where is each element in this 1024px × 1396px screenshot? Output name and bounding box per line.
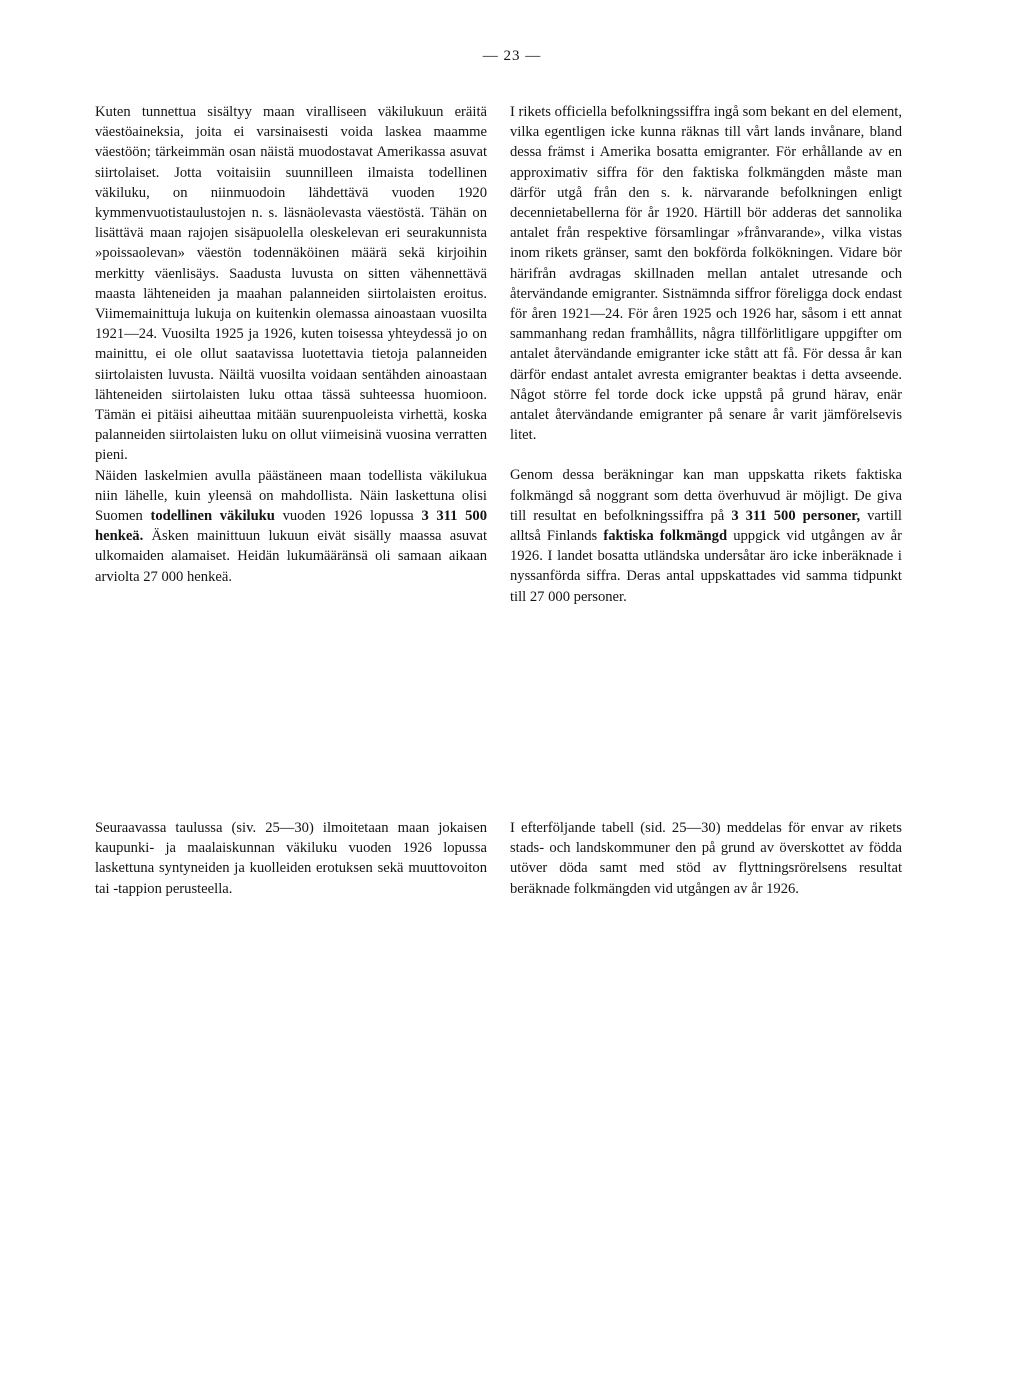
finnish-p2-bold-a: todellinen väkiluku [150, 508, 275, 525]
finnish-p2-bold-number: 3 311 500 henkeä. [95, 508, 487, 545]
swedish-p2-text-c: vartill alltså Finlands [510, 507, 902, 545]
finnish-paragraph-2 [95, 466, 487, 587]
swedish-paragraph-2 [510, 465, 902, 606]
finnish-paragraph-3: Seuraavassa taulussa (siv. 25—30) ilmoitetaan maan jokaisen kaupunki- ja maalaiskunnan väkiluku vuoden 1926 lopussa laskettuna syntyneiden ja kuolleiden erotuksen sekä muuttovoiton tai -tappion perusteella. [95, 820, 487, 897]
swedish-column-top [510, 102, 902, 607]
swedish-p2-text-e: uppgick vid utgången av år 1926. I landet bosatta utländska undersåtar äro icke inberäknade i nyssanförda siffra. Deras antal uppskattades vid samma tidpunkt till 27 000 personer. [510, 528, 903, 605]
finnish-p2-text-e: Äsken mainittuun lukuun eivät sisälly maassa asuvat ulkomaiden alamaiset. Heidän lukumääränsä oli samaan aikaan arviolta 27 000 henkeä. [95, 528, 487, 585]
swedish-p2-text-a: Genom dessa beräkningar kan man uppskatta rikets faktiska folkmängd så noggrant som detta överhuvud är möjligt. De giva till resultat en befolkningssiffra på [510, 467, 902, 524]
swedish-p2-bold-term: faktiska folkmängd [603, 528, 728, 545]
finnish-column-top [95, 102, 487, 587]
swedish-paragraph-1: I rikets officiella befolkningssiffra ingå som bekant en del element, vilka egentligen icke kunna räknas till vårt lands invånare, bland dessa främst i Amerika bosatta emigranter. För erhållande av en approximativ siffra för den faktiska folkmängden måste man därför utgå från den s. k. närvarande befolkningen enligt decennietabellerna för år 1920. Härtill bör adderas det sannolika antalet från respektive församlingar »frånvarande», vilka vistas inom rikets gränser, samt den bokförda folkökningen. Vidare bör härifrån avdragas skillnaden mellan antalet utresande och återvändande emigranter. Sistnämnda siffror föreligga dock endast för åren 1921—24. För åren 1925 och 1926 har, såsom i ett annat sammanhang redan framhållits, några tillförlitligare uppgifter om antalet återvändande emigranter icke stått att få. För dessa år kan därför endast antalet avresta emigranter beaktas i detta avseende. Något större fel torde dock icke uppstå på grund härav, enär antalet återvändande emigranter på senare år varit jämförelsevis litet. [510, 104, 902, 444]
swedish-column-bottom [510, 818, 902, 899]
finnish-p2-text-a: Näiden laskelmien avulla päästäneen maan todellista väkilukua niin lähelle, kuin yleensä on mahdollista. Näin laskettuna olisi Suomen [95, 467, 487, 525]
swedish-p2-bold-number: 3 311 500 personer, [731, 507, 861, 524]
finnish-p2-text-c: vuoden 1926 lopussa [274, 508, 422, 525]
finnish-paragraph-1: Kuten tunnettua sisältyy maan viralliseen väkilukuun eräitä väestöaineksia, joita ei varsinaisesti voida laskea maamme väestöön; tärkeimmän osan näistä muodostavat Amerikassa asuvat siirtolaiset. Jotta voitaisiin suunnilleen ilmaista todellinen väkiluku, on niinmuodoin lähdettävä vuoden 1920 kymmenvuotistaulustojen n. s. läsnäolevasta väestöstä. Tähän on lisättävä maan rajojen sisäpuolella oleskelevan eri seurakunnista »poissaolevan» väestön todennäköinen määrä sekä kirjoihin merkitty väenlisäys. Saadusta luvusta on sitten vähennettävä maasta lähteneiden ja maahan palanneiden siirtolaisten eroitus. Viimemainittuja lukuja on kuitenkin olemassa ainoastaan vuosilta 1921—24. Vuosilta 1925 ja 1926, kuten toisessa yhteydessä jo on mainittu, ei ole ollut saatavissa luotettavia tietoja palanneiden siirtolaisten luvusta. Näiltä vuosilta voidaan sentähden ainoastaan lähteneiden siirtolaisten luku ottaa tässä suhteessa huomioon. Tämän ei pitäisi aiheuttaa mitään suurenpuoleista virhettä, koska palanneiden siirtolaisten luku on ollut viimeisinä vuosina verratten pieni. [95, 104, 487, 464]
finnish-column-bottom [95, 818, 487, 899]
page-number: — 23 — [482, 48, 542, 64]
swedish-paragraph-3: I efterföljande tabell (sid. 25—30) meddelas för envar av rikets stads- och landskommuner den på grund av överskottet av födda utöver döda samt med stöd av flyttningsrörelsens resultat beräknade folkmängden vid utgången av år 1926. [510, 820, 902, 897]
